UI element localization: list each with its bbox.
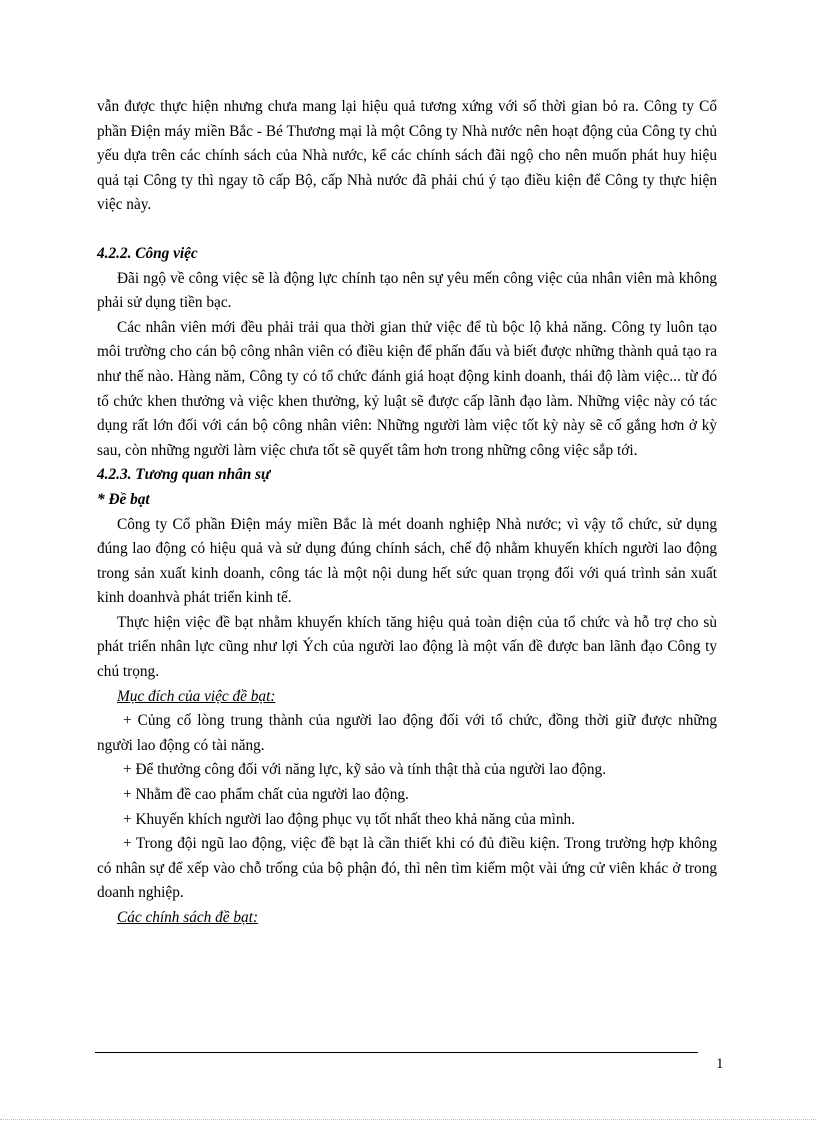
footer-divider <box>95 1052 698 1053</box>
policy-title: Các chính sách đề bạt: <box>117 909 259 926</box>
purpose-title: Mục đích của việc đề bạt: <box>117 687 276 705</box>
list-item: + Nhằm đề cao phẩm chất của người lao động. <box>123 786 409 804</box>
paragraph: Các nhân viên mới đều phải trải qua thời gian thử việc để tù bộc lộ khả năng. Công ty luôn tạo môi trường cho cán bộ công nhân viên có điều kiện để phấn đấu và biết được những thành quả tạo ra như thế nào. Hàng năm, Công ty có tổ chức đánh giá hoạt động kinh doanh, thái độ làm việc... từ đó tổ chức khen thưởng và việc khen thưởng, kỷ luật sẽ được cấp lãnh đạo làm. Những việc này có tác dụng rất lớn đối với cán bộ công nhân viên: Những người làm việc tốt kỳ này sẽ cố gắng hơn ở kỳ sau, còn những người làm việc chưa tốt sẽ quyết tâm hơn trong những công việc sắp tới. <box>97 318 717 459</box>
section-heading-4-2-3: 4.2.3. Tương quan nhân sự <box>97 466 271 484</box>
section-heading-4-2-2: 4.2.2. Công việc <box>97 244 198 262</box>
list-item: + Khuyến khích người lao động phục vụ tốt nhất theo khả năng của mình. <box>123 810 575 828</box>
subheading-de-bat: * Đề bạt <box>97 490 150 508</box>
list-item: + Để thưởng công đối với năng lực, kỹ sảo và tính thật thà của người lao động. <box>123 761 607 779</box>
section-gap <box>97 218 717 242</box>
list-item: + Trong đội ngũ lao động, việc đề bạt là cần thiết khi có đủ điều kiện. Trong trường hợp không có nhân sự để xếp vào chỗ trống của bộ phận đó, thì nên tìm kiếm một vài ứng cử viên khác ở trong doanh nghiệp. <box>97 835 717 902</box>
page-bottom-edge <box>0 1119 816 1120</box>
paragraph: Đãi ngộ về công việc sẽ là động lực chính tạo nên sự yêu mến công việc của nhân viên mà không phải sử dụng tiền bạc. <box>97 269 717 312</box>
page-body <box>97 95 717 931</box>
intro-paragraph: vẫn được thực hiện nhưng chưa mang lại hiệu quả tương xứng với số thời gian bỏ ra. Công ty Cổ phần Điện máy miền Bắc - Bé Thương mại là một Công ty Nhà nước nên hoạt động của Công ty chủ yếu dựa trên các chính sách của Nhà nước, kể các chính sách đãi ngộ cho nên muốn phát huy hiệu quả tại Công ty thì ngay tõ cấp Bộ, cấp Nhà nước đã phải chú ý tạo điều kiện để Công ty thực hiện việc này. <box>97 98 717 214</box>
page-number: 1 <box>716 1056 724 1072</box>
list-item: + Củng cố lòng trung thành của người lao động đối với tổ chức, đồng thời giữ được những người lao động có tài năng. <box>97 712 717 754</box>
paragraph: Thực hiện việc đề bạt nhằm khuyến khích tăng hiệu quả toàn diện của tổ chức và hỗ trợ cho sù phát triển nhân lực cũng như lợi Ých của người lao động là một vấn đề được ban lãnh đạo Công ty chú trọng. <box>97 613 717 681</box>
paragraph: Công ty Cổ phần Điện máy miền Bắc là mét doanh nghiệp Nhà nước; vì vậy tổ chức, sử dụng đúng lao động có hiệu quả và sử dụng đúng chính sách, chế độ nhằm khuyến khích người lao động trong sản xuất kinh doanh, công tác là một nội dung hết sức quan trọng đối với quá trình sản xuất kinh doanhvà phát triển kinh tế. <box>97 515 717 607</box>
